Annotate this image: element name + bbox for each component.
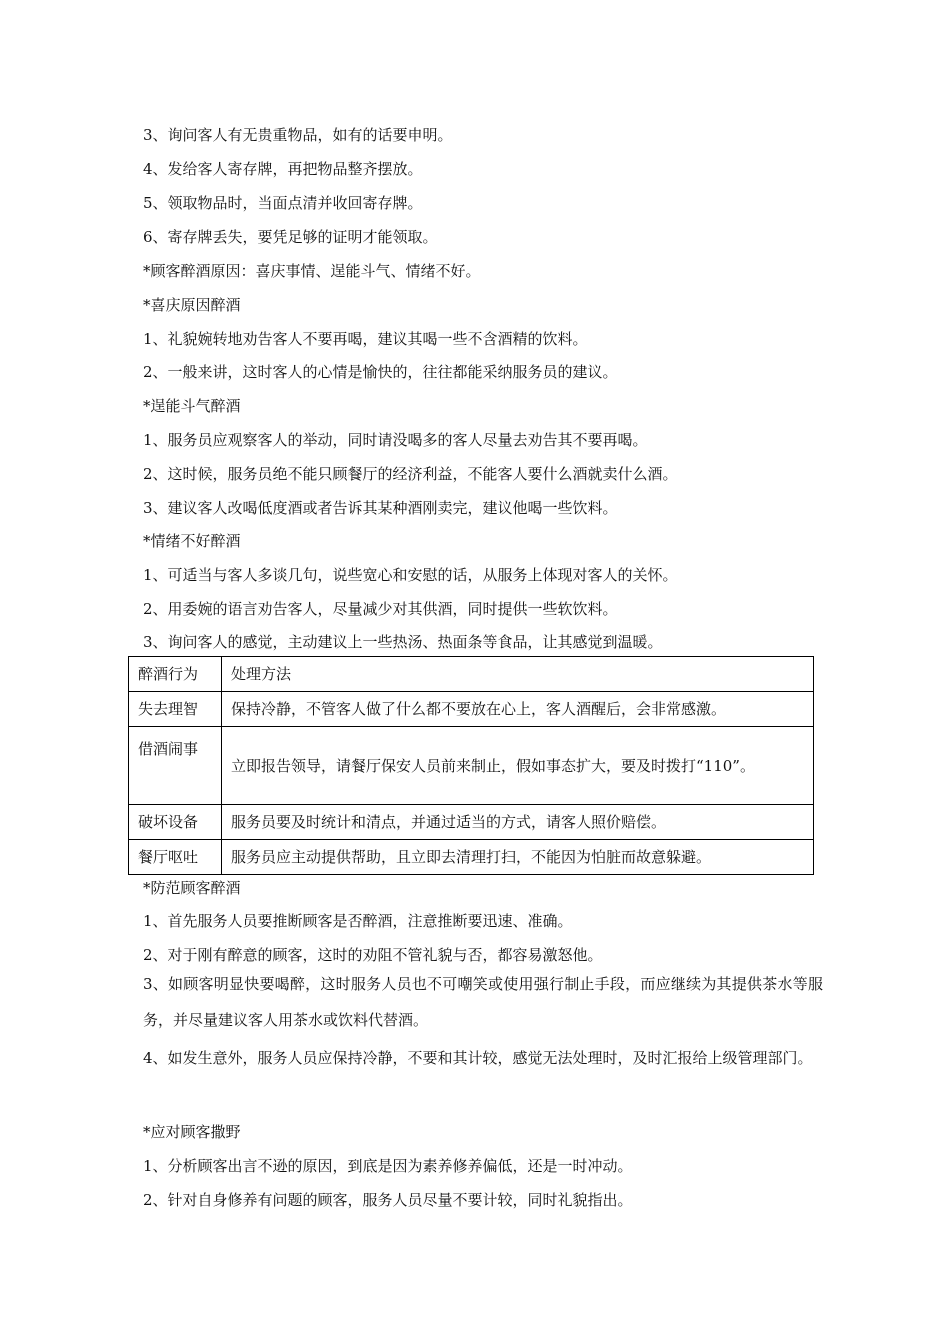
paragraph: 2、这时候，服务员绝不能只顾餐厅的经济利益，不能客人要什么酒就卖什么酒。: [143, 465, 678, 483]
paragraph: 3、询问客人的感觉，主动建议上一些热汤、热面条等食品，让其感觉到温暖。: [143, 633, 663, 651]
paragraph: 1、服务员应观察客人的举动，同时请没喝多的客人尽量去劝告其不要再喝。: [143, 431, 648, 449]
table-header-row: [129, 657, 814, 692]
paragraph: 2、针对自身修养有问题的顾客，服务人员尽量不要计较，同时礼貌指出。: [143, 1191, 633, 1209]
drunk-handling-table: [128, 656, 814, 875]
paragraph: 2、用委婉的语言劝告客人，尽量减少对其供酒，同时提供一些软饮料。: [143, 600, 618, 618]
table-cell-method: 服务员要及时统计和清点，并通过适当的方式，请客人照价赔偿。: [222, 805, 814, 840]
paragraph: 1、礼貌婉转地劝告客人不要再喝，建议其喝一些不含酒精的饮料。: [143, 330, 588, 348]
section-heading: *喜庆原因醉酒: [143, 296, 241, 314]
table-row: [129, 805, 814, 840]
paragraph: 1、分析顾客出言不逊的原因，到底是因为素养修养偏低，还是一时冲动。: [143, 1157, 633, 1175]
paragraph: 3、询问客人有无贵重物品，如有的话要申明。: [143, 126, 453, 144]
paragraph: 4、发给客人寄存牌，再把物品整齐摆放。: [143, 160, 423, 178]
paragraph: 3、建议客人改喝低度酒或者告诉其某种酒刚卖完，建议他喝一些饮料。: [143, 499, 618, 517]
table-cell-behavior: 借酒闹事: [129, 727, 222, 805]
paragraph: 4、如发生意外，服务人员应保持冷静，不要和其计较，感觉无法处理时，及时汇报给上级管理部门。: [143, 1049, 813, 1067]
table-cell-behavior: 餐厅呕吐: [129, 840, 222, 875]
paragraph: 2、对于刚有醉意的顾客，这时的劝阻不管礼貌与否，都容易激怒他。: [143, 946, 603, 964]
paragraph: 6、寄存牌丢失，要凭足够的证明才能领取。: [143, 228, 438, 246]
paragraph: 1、首先服务人员要推断顾客是否醉酒，注意推断要迅速、准确。: [143, 912, 573, 930]
table-row: [129, 840, 814, 875]
paragraph: 1、可适当与客人多谈几句，说些宽心和安慰的话，从服务上体现对客人的关怀。: [143, 566, 678, 584]
paragraph: 5、领取物品时，当面点清并收回寄存牌。: [143, 194, 423, 212]
table-cell-behavior: 破坏设备: [129, 805, 222, 840]
table-row: [129, 727, 814, 805]
table-cell-method: 保持冷静，不管客人做了什么都不要放在心上，客人酒醒后，会非常感激。: [222, 692, 814, 727]
section-heading: *应对顾客撒野: [143, 1123, 241, 1141]
section-heading: *顾客醉酒原因：喜庆事情、逞能斗气、情绪不好。: [143, 262, 481, 280]
paragraph: 2、一般来讲，这时客人的心情是愉快的，往往都能采纳服务员的建议。: [143, 363, 618, 381]
table-row: [129, 692, 814, 727]
section-heading: *逞能斗气醉酒: [143, 397, 241, 415]
table-cell-method: 服务员应主动提供帮助，且立即去清理打扫，不能因为怕脏而故意躲避。: [222, 840, 814, 875]
section-heading: *防范顾客醉酒: [143, 879, 241, 897]
table-header-method: 处理方法: [222, 657, 814, 692]
table-header-behavior: 醉酒行为: [129, 657, 222, 692]
table-cell-method: 立即报告领导，请餐厅保安人员前来制止，假如事态扩大，要及时拨打“110”。: [222, 727, 814, 805]
section-heading: *情绪不好醉酒: [143, 532, 241, 550]
paragraph: 3、如顾客明显快要喝醉，这时服务人员也不可嘲笑或使用强行制止手段，而应继续为其提供茶水等服务，并尽量建议客人用茶水或饮料代替酒。: [143, 975, 823, 1029]
table-cell-behavior: 失去理智: [129, 692, 222, 727]
